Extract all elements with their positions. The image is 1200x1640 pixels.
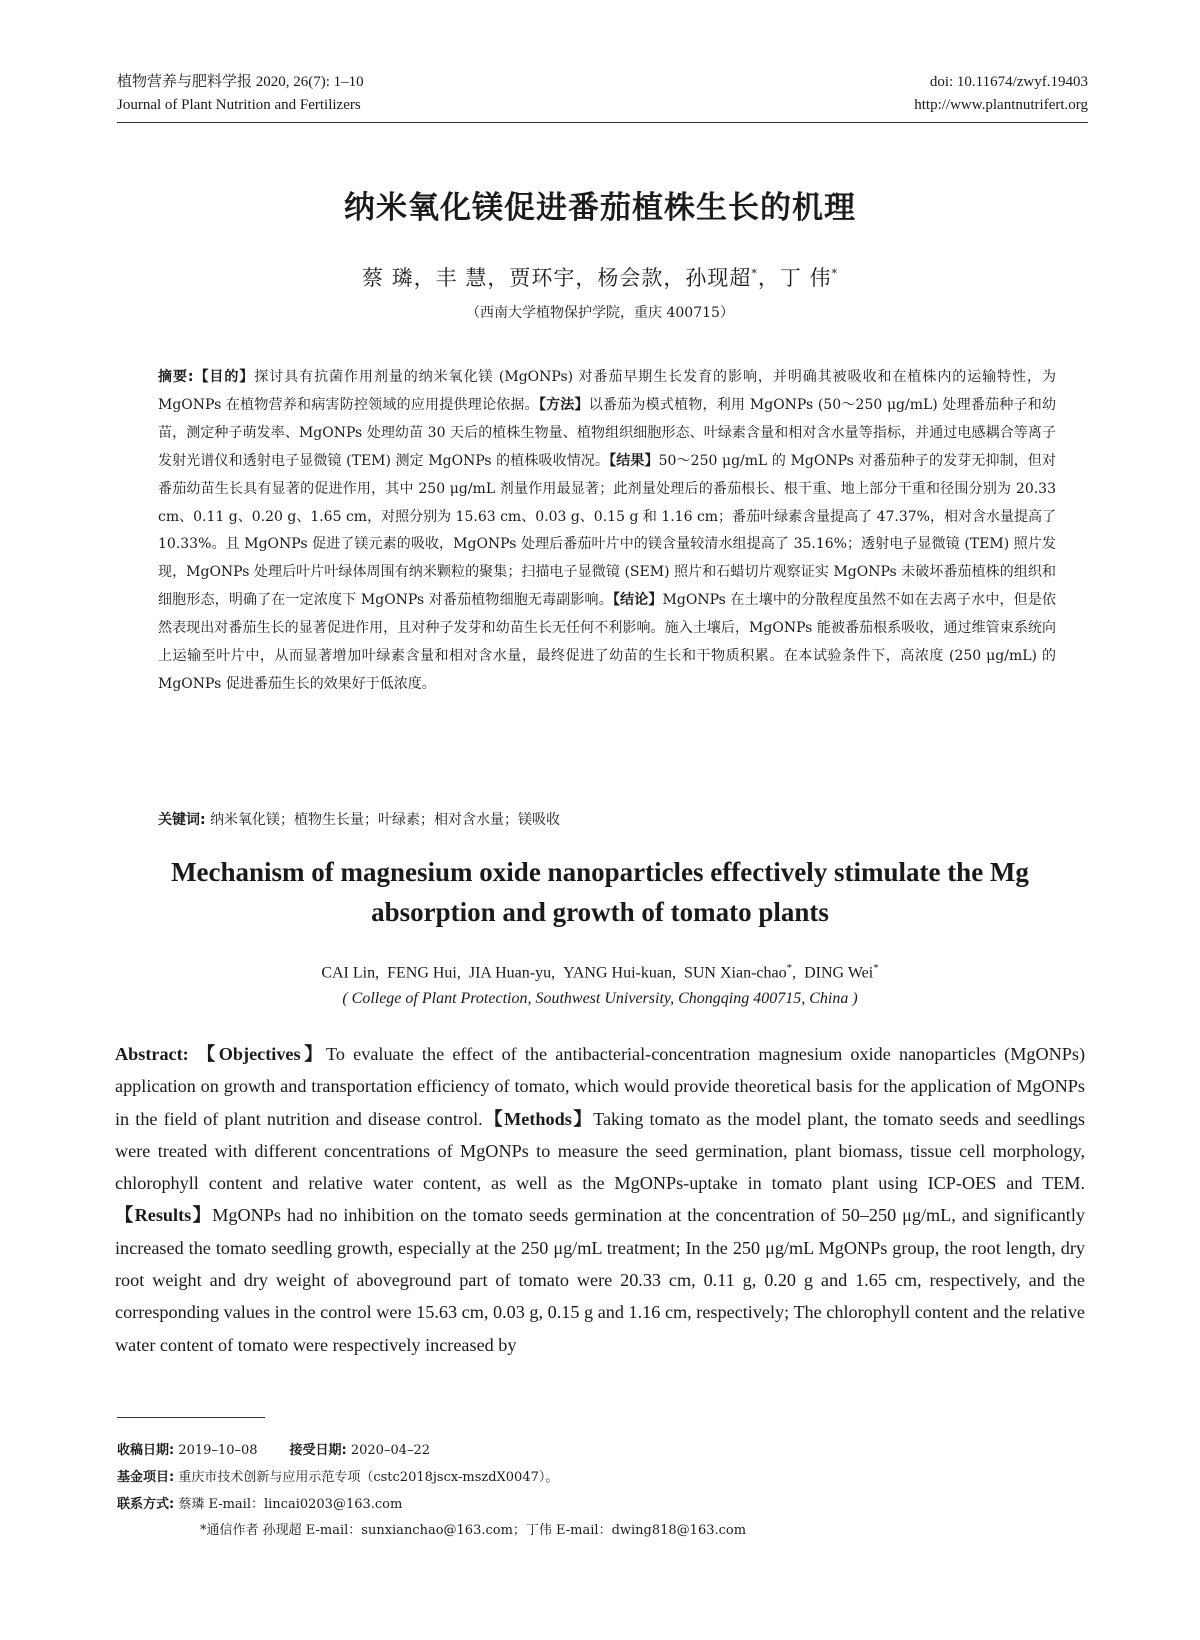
journal-issue-cn: 植物营养与肥料学报 2020, 26(7): 1–10 bbox=[117, 74, 364, 90]
affiliation-en: ( College of Plant Protection, Southwest University, Chongqing 400715, China ) bbox=[342, 990, 858, 1007]
accepted-label: 接受日期: bbox=[289, 1443, 347, 1458]
abstract-label-cn: 摘要: bbox=[158, 369, 194, 385]
keywords-text-cn: 纳米氧化镁；植物生长量；叶绿素；相对含水量；镁吸收 bbox=[210, 812, 561, 828]
author-cn-6: 丁 伟 bbox=[779, 266, 832, 290]
header-line-1 bbox=[117, 72, 1088, 92]
author-en-6: DING Wei bbox=[804, 964, 874, 982]
received-date: 2019–10–08 bbox=[178, 1443, 258, 1458]
results-text-en: MgONPs had no inhibition on the tomato seeds germination at the concentration of 50–250 μg/mL, and significantly increased the tomato seedling growth, especially at the 250 μg/mL treatment; In the 250 μg/mL MgONPs group, the root length, dry root weight and dry weight of aboveground part of tomato were 20.33 cm, 0.11 g, 0.20 g and 1.65 cm, respectively, and the corresponding values in the control were 15.63 cm, 0.03 g, 0.15 g and 1.16 cm, respectively; The chlorophyll content and the relative water content of tomato were respectively increased by bbox=[115, 1205, 1085, 1355]
footnote-contact bbox=[117, 1495, 402, 1515]
abstract-label-en: Abstract: bbox=[115, 1044, 189, 1064]
title-cn: 纳米氧化镁促进番茄植株生长的机理 bbox=[344, 190, 856, 226]
doi[interactable]: doi: 10.11674/zwyf.19403 bbox=[929, 74, 1088, 90]
author-en-1: CAI Lin, bbox=[321, 964, 380, 982]
abstract-cn bbox=[158, 364, 1056, 699]
author-en-2: FENG Hui, bbox=[387, 964, 461, 982]
corresponding-mark: * bbox=[786, 962, 793, 974]
footnote-dates bbox=[117, 1441, 430, 1461]
objectives-label-cn: 【目的】 bbox=[193, 369, 255, 385]
methods-text-en: Taking tomato as the model plant, the tomato seeds and seedlings were treated with different concentrations of MgONPs to measure the seed germination, plant biomass, tissue cell morphology, chlorophyll content and relative water content, as well as the MgONPs-uptake in tomato plant using ICP-OES and TEM. bbox=[115, 1108, 1086, 1194]
corresponding-mark: * bbox=[751, 267, 758, 280]
conclusions-label-cn: 【结论】 bbox=[612, 592, 663, 609]
journal-name-en: Journal of Plant Nutrition and Fertilizers bbox=[117, 97, 361, 113]
corresponding-mark: * bbox=[873, 962, 879, 974]
objectives-text-en: To evaluate the effect of the antibacterial-concentration magnesium oxide nanoparticles (MgONPs) application on growth and transportation efficiency of tomato, which would provide theoretical basis for the application of MgONPs in the field of plant nutrition and disease control. bbox=[115, 1044, 1085, 1129]
title-en: Mechanism of magnesium oxide nanoparticles effectively stimulate the Mg absorption and growth of tomato plants bbox=[171, 857, 1029, 927]
methods-label-cn: 【方法】 bbox=[538, 396, 589, 413]
keywords-cn bbox=[158, 808, 1056, 832]
author-cn-3: 贾环宇， bbox=[509, 266, 598, 290]
footnote-divider bbox=[117, 1417, 265, 1418]
methods-text-cn: 以番茄为模式植物，利用 MgONPs (50～250 μg/mL) 处理番茄种子和幼苗，测定种子萌发率、MgONPs 处理幼苗 30 天后的植株生物量、植物组织细胞形态、叶绿素含量和相对含水量等指标，并通过电感耦合等离子发射光谱仪和透射电子显微镜 (TEM) 测定 MgONPs 的植株吸收情况。 bbox=[158, 396, 1057, 469]
received-label: 收稿日期: bbox=[117, 1443, 175, 1458]
fund-text: 重庆市技术创新与应用示范专项（cstc2018jscx-mszdX0047）。 bbox=[178, 1470, 559, 1485]
contact-text: 蔡璘 E-mail：lincai0203@163.com bbox=[178, 1497, 403, 1512]
author-cn-5: 孙现超 bbox=[685, 266, 752, 290]
footnote-fund bbox=[117, 1468, 558, 1488]
authors-en bbox=[0, 962, 1200, 982]
corresponding-mark: * bbox=[831, 267, 839, 280]
affiliation-cn: （西南大学植物保护学院，重庆 400715） bbox=[466, 305, 734, 321]
author-separator: , bbox=[792, 964, 797, 982]
footnote-corresponding: *通信作者 孙现超 E-mail：sunxianchao@163.com；丁伟 E-mail：dwing818@163.com bbox=[200, 1523, 747, 1538]
contact-label: 联系方式: bbox=[117, 1497, 175, 1512]
author-separator: ， bbox=[757, 266, 780, 290]
author-cn-1: 蔡 璘， bbox=[361, 266, 436, 290]
author-en-3: JIA Huan-yu, bbox=[468, 964, 556, 982]
results-label-en: 【Results】 bbox=[115, 1205, 213, 1226]
author-en-5: SUN Xian-chao bbox=[683, 964, 787, 982]
journal-url[interactable]: http://www.plantnutrifert.org bbox=[914, 97, 1088, 113]
results-text-cn: 50～250 μg/mL 的 MgONPs 对番茄种子的发芽无抑制，但对番茄幼苗生长具有显著的促进作用，其中 250 μg/mL 剂量作用最显著；此剂量处理后的番茄根长、根干重、地上部分干重和径围分别为 20.33 cm、0.11 g、0.20 g、1.65 cm，对照分别为 15.63 cm、0.03 g、0.15 g 和 1.16 cm；番茄叶绿素含量提高了 47.37%，相对含水量提高了 10.33%。且 MgONPs 促进了镁元素的吸收，MgONPs 处理后番茄叶片中的镁含量较清水组提高了 35.16%；透射电子显微镜 (TEM) 照片发现，MgONPs 处理后叶片叶绿体周围有纳米颗粒的聚集；扫描电子显微镜 (SEM) 照片和石蜡切片观察证实 MgONPs 未破坏番茄植株的组织和细胞形态，明确了在一定浓度下 MgONPs 对番茄植物细胞无毒副影响。 bbox=[158, 452, 1056, 609]
keywords-label-cn: 关键词: bbox=[158, 812, 206, 828]
results-label-cn: 【结果】 bbox=[609, 452, 659, 469]
fund-label: 基金项目: bbox=[117, 1470, 175, 1485]
objectives-label-en: 【Objectives】 bbox=[196, 1044, 327, 1064]
objectives-text-cn: 探讨具有抗菌作用剂量的纳米氧化镁 (MgONPs) 对番茄早期生长发育的影响，并明确其被吸收和在植株内的运输特性，为 MgONPs 在植物营养和病害防控领域的应用提供理论依据。 bbox=[158, 369, 1057, 413]
abstract-en bbox=[115, 1038, 1085, 1361]
header-divider bbox=[117, 122, 1088, 123]
methods-label-en: 【Methods】 bbox=[482, 1108, 594, 1129]
author-cn-4: 杨会款， bbox=[597, 266, 686, 290]
conclusions-text-cn: MgONPs 在土壤中的分散程度虽然不如在去离子水中，但是依然表现出对番茄生长的显著促进作用，且对种子发芽和幼苗生长无任何不利影响。施入土壤后，MgONPs 能被番茄根系吸收，通过维管束系统向上运输至叶片中，从而显著增加叶绿素含量和相对含水量，最终促进了幼苗的生长和干物质积累。在本试验条件下，高浓度 (250 μg/mL) 的 MgONPs 促进番茄生长的效果好于低浓度。 bbox=[158, 592, 1057, 692]
author-cn-2: 丰 慧， bbox=[435, 266, 510, 290]
author-en-4: YANG Hui-kuan, bbox=[563, 964, 676, 982]
authors-cn bbox=[0, 262, 1200, 292]
accepted-date: 2020–04–22 bbox=[350, 1443, 431, 1458]
header-line-2 bbox=[117, 95, 1088, 115]
